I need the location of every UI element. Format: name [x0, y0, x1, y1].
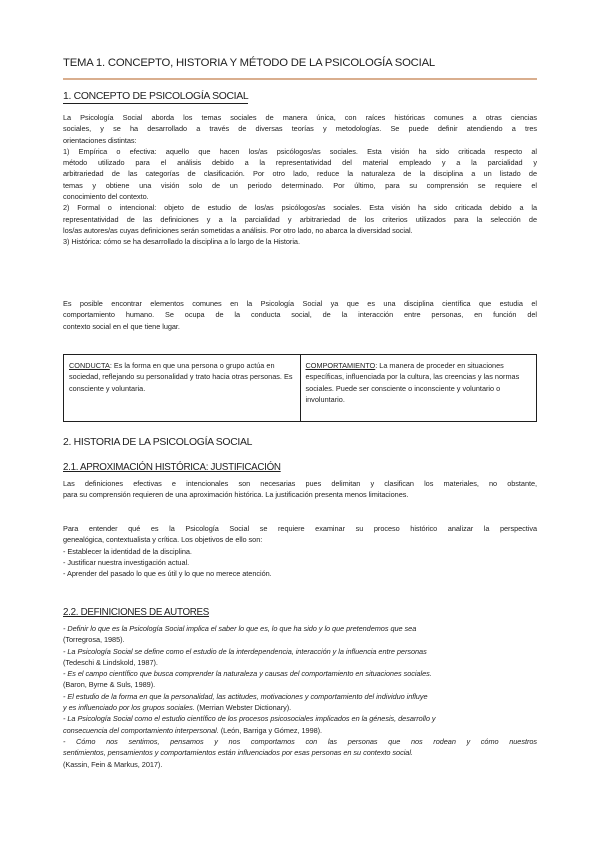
definition-quote: - La Psicología Social se define como el estudio de la interdependencia, interacción y la influencia entre personas [63, 646, 427, 656]
definitions-table [63, 354, 537, 422]
conducta-definition: : Es la forma en que una persona o grupo actúa en sociedad, reflejando su personalidad y trato hacia otras personas. Es consciente y voluntaria. [69, 361, 293, 393]
justification-paragraph [63, 478, 537, 501]
definition-quote: consecuencia del comportamiento interpersonal. [63, 725, 219, 735]
text-line: representatividad de las definiciones y a la parcialidad y arbitrariedad de los criterios utilizados para la selección de [63, 214, 537, 224]
text-line: La Psicología Social aborda los temas sociales de manera única, con raíces históricas comunes a otras ciencias [63, 113, 537, 122]
text-line: Para entender qué es la Psicología Social se requiere examinar su proceso histórico analizar la perspectiva [63, 524, 537, 533]
comportamiento-term: COMPORTAMIENTO [305, 361, 376, 370]
text-line: comportamiento humano. Se ocupa de la conducta social, de la interacción entre personas, en función del [63, 310, 537, 320]
text-line: 1) Empírica o efectiva: aquello que hacen los/as psicólogos/as sociales. Esta visión ha sido criticada respecto al [63, 146, 537, 156]
text-line: Es posible encontrar elementos comunes en la Psicología Social ya que es una disciplina científica que estudia el [63, 299, 537, 308]
section-2-heading: 2. HISTORIA DE LA PSICOLOGÍA SOCIAL [63, 437, 253, 448]
list-item: - Justificar nuestra investigación actual. [63, 557, 190, 567]
definition-quote: - Definir lo que es la Psicología Social implica el saber lo que es, lo que ha sido y lo que pretendemos que sea [63, 624, 417, 633]
definition-quote: - Es el campo científico que busca comprender la naturaleza y causas del comportamiento en situaciones sociales. [63, 669, 432, 679]
objectives-paragraph [63, 523, 537, 579]
author-definitions [63, 623, 537, 770]
title-rule [63, 78, 537, 80]
text-line: sociales, y se ha desarrollado a través de diversas teorías y metodologías. Se puede definir atendiendo a tres [63, 124, 537, 134]
definition-quote: sentimientos, pensamientos y comportamientos están influenciados por esas personas en su contexto social. [63, 748, 413, 758]
list-item: - Establecer la identidad de la disciplina. [63, 546, 192, 556]
definition-quote: - Cómo nos sentimos, pensamos y nos comportamos con las personas que nos rodean y cómo nuestros [63, 736, 537, 746]
definition-author: (Merrian Webster Dictionary). [196, 703, 292, 713]
comportamiento-definition: : La manera de proceder en situaciones específicas, influenciada por la cultura, las creencias y las normas sociales. Puede ser consciente o inconsciente y voluntario o involuntario. [305, 361, 520, 404]
common-elements-paragraph [63, 298, 537, 332]
definition-author: (Baron, Byrne & Suls, 1989). [63, 680, 156, 690]
text-line: genealógica, contextualista y crítica. Los objetivos de ello son: [63, 535, 263, 545]
subsection-2-1-heading: 2.1. APROXIMACIÓN HISTÓRICA: JUSTIFICACIÓN [63, 462, 281, 473]
subsection-2-2-heading: 2.2. DEFINICIONES DE AUTORES [63, 607, 210, 618]
section-1-intro [63, 112, 537, 248]
conducta-term: CONDUCTA [69, 361, 110, 370]
definition-quote: y es influenciado por los grupos sociales. [63, 703, 195, 713]
text-line: método utilizado para el análisis debido a la representatividad del material empleado y a la parcialidad y [63, 158, 537, 168]
text-line: Las definiciones efectivas e intencionales son necesarias pues delimitan y clasifican los materiales, no obstante, [63, 479, 537, 488]
text-line: para su comprensión requieren de una aproximación histórica. La justificación presenta menos limitaciones. [63, 490, 409, 500]
conducta-cell [64, 355, 300, 421]
text-line: contexto social en el que tiene lugar. [63, 321, 180, 331]
definition-author: (León, Barriga y Gómez, 1998). [220, 725, 323, 735]
text-line: orientaciones distintas: [63, 135, 137, 145]
text-line: conocimiento del contexto. [63, 192, 149, 202]
text-line: temas y obtiene una visión solo de un periodo determinado. Por último, para su comprensión se requiere el [63, 180, 537, 190]
definition-quote: - El estudio de la forma en que la personalidad, las actitudes, motivaciones y comportamiento del individuo influye [63, 691, 428, 701]
text-line: 2) Formal o intencional: objeto de estudio de los/as psicólogos/as sociales. Esta visión ha sido criticada debido a la [63, 203, 537, 213]
definition-author: (Tedeschi & Lindskold, 1987). [63, 657, 158, 667]
list-item: - Aprender del pasado lo que es útil y lo que no merece atención. [63, 569, 272, 579]
text-line: los/as autores/as cuyas definiciones serán sometidas a análisis. Por otro lado, no abarca la diversidad social. [63, 225, 413, 235]
text-line: 3) Histórica: cómo se ha desarrollado la disciplina a lo largo de la Historia. [63, 237, 300, 247]
section-1-heading: 1. CONCEPTO DE PSICOLOGÍA SOCIAL [63, 91, 249, 102]
definition-author: (Torregrosa, 1985). [63, 635, 125, 645]
text-line: arbitrariedad de las categorías de clasificación. Por otro lado, reduce la naturaleza de la disciplina a un listado de [63, 169, 537, 179]
definition-author: (Kassin, Fein & Markus, 2017). [63, 759, 163, 769]
definition-quote: - La Psicología Social como el estudio científico de los procesos psicosociales implicados en la génesis, desarrollo y [63, 714, 436, 724]
document-title: TEMA 1. CONCEPTO, HISTORIA Y MÉTODO DE LA PSICOLOGÍA SOCIAL [63, 57, 435, 69]
comportamiento-cell [300, 355, 537, 421]
